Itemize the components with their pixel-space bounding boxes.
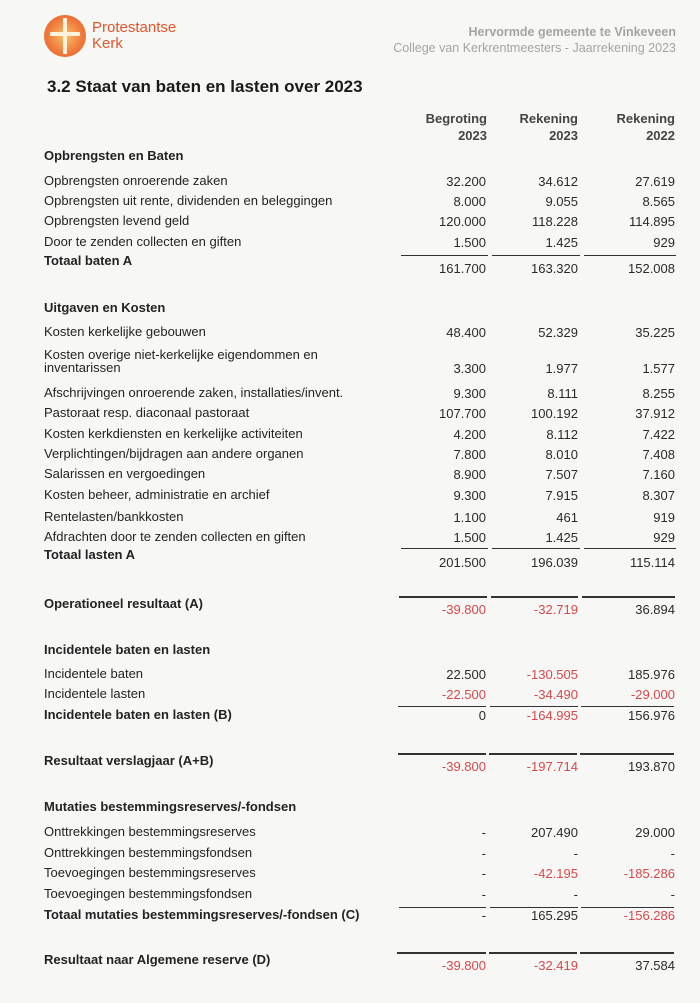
table-row [0,664,700,684]
row-label: Mutaties bestemmingsreserves/-fondsen [44,799,297,814]
cell-value: - [670,846,675,861]
cell-value: -197.714 [526,759,578,774]
cell-value: -39.800 [441,759,486,774]
rule-resultaat-2 [489,753,577,755]
cell-value: 3.300 [453,361,486,376]
table-row [0,424,700,444]
cell-value: 22.500 [446,667,486,682]
cell-value: -32.419 [533,958,578,973]
cell-value: 1.577 [642,361,675,376]
cell-value: -42.195 [533,866,578,881]
column-header-line1: Rekening [616,111,675,126]
document-header [393,24,676,56]
table-row [0,191,700,211]
column-header-line2: 2023 [549,128,578,143]
rule-incidenteel-3 [581,706,674,707]
cell-value: 9.055 [545,194,578,209]
row-label: Incidentele baten [44,666,144,681]
page-title: 3.2 Staat van baten en lasten over 2023 [47,77,363,96]
row-label: Pastoraat resp. diaconaal pastoraat [44,405,250,420]
cell-value: 8.000 [453,194,486,209]
row-label: Opbrengsten levend geld [44,213,190,228]
cell-value: 36.894 [635,602,675,617]
cell-value: 7.422 [642,427,675,442]
logo-text [92,20,176,52]
row-label: Incidentele lasten [44,686,146,701]
cell-value: 8.010 [545,447,578,462]
rule-algemene-reserve-2 [489,952,577,954]
cell-value: 1.425 [545,235,578,250]
rule-resultaat-3 [580,753,674,755]
cell-value: 34.612 [538,174,578,189]
column-header-rekening-2023 [488,110,578,144]
header-subtitle: College van Kerkrentmeesters - Jaarrekening 2023 [393,41,676,55]
column-header-line1: Begroting [425,111,487,126]
cell-value: -130.505 [526,667,578,682]
cell-value: 8.112 [546,427,578,442]
cell-value: -164.995 [526,708,578,723]
table-row [0,863,700,883]
row-label: Kosten overige niet-kerkelijke eigendommen en [44,347,318,362]
row-label: Onttrekkingen bestemmingsreserves [44,824,256,839]
cell-value: 35.225 [635,325,675,340]
cell-value: - [481,846,486,861]
table-row [0,322,700,342]
cell-value: 4.200 [453,427,486,442]
cell-value: - [481,825,486,840]
rule-incidenteel-1 [398,706,486,707]
cell-value: 193.870 [628,759,675,774]
cell-value: 929 [653,235,675,250]
row-label: Uitgaven en Kosten [44,300,166,315]
cell-value: 9.300 [453,488,486,503]
row-label: Door te zenden collecten en giften [44,234,242,249]
column-header-line1: Rekening [519,111,578,126]
logo-line-2: Kerk [92,35,123,52]
rule-operationeel-2 [491,596,578,598]
table-row [0,822,700,842]
rule-resultaat-1 [398,753,486,755]
row-label: Toevoegingen bestemmingsfondsen [44,886,253,901]
table-row [0,843,700,863]
logo-line-1: Protestantse [92,19,177,36]
row-label: Incidentele baten en lasten [44,642,211,657]
cell-value: 107.700 [439,406,486,421]
cell-value: 201.500 [439,555,486,570]
cell-value: 919 [653,510,675,525]
rule-totaal-lasten-2 [492,548,580,549]
cell-value: 185.976 [628,667,675,682]
cell-value: -34.490 [533,687,578,702]
row-label: Afdrachten door te zenden collecten en giften [44,529,306,544]
rule-totaal-baten-1 [401,255,488,256]
row-label: Opbrengsten uit rente, dividenden en beleggingen [44,193,333,208]
table-row [0,444,700,464]
cell-value: 196.039 [531,555,578,570]
column-header-line2: 2022 [646,128,675,143]
cell-value: -156.286 [623,908,675,923]
rule-totaal-baten-2 [492,255,580,256]
row-label: Kosten beheer, administratie en archief [44,487,270,502]
cell-value: 120.000 [439,214,486,229]
row-label: Kosten kerkdiensten en kerkelijke activiteiten [44,426,303,441]
row-label: Rentelasten/bankkosten [44,509,184,524]
cell-value: - [670,887,675,902]
table-row [0,211,700,231]
cell-value: 48.400 [446,325,486,340]
cell-value: 8.307 [642,488,675,503]
table-row [0,171,700,191]
protestantse-kerk-logo [44,15,176,57]
cell-value: -39.800 [441,602,486,617]
row-label: Totaal lasten A [44,547,136,562]
cell-value: 52.329 [538,325,578,340]
table-row [0,905,700,925]
table-row [0,232,700,252]
cell-value: 163.320 [531,261,578,276]
cell-value: 7.507 [545,467,578,482]
rule-mutaties-2 [490,907,578,908]
cell-value: - [481,866,486,881]
cell-value: 9.300 [453,386,486,401]
rule-operationeel-1 [399,596,487,598]
cell-value: - [573,887,578,902]
cell-value: 161.700 [439,261,486,276]
cell-value: -32.719 [533,602,578,617]
cell-value: 7.160 [642,467,675,482]
rule-totaal-lasten-3 [584,548,676,549]
table-row [0,298,700,318]
cell-value: 1.425 [545,530,578,545]
rule-operationeel-3 [582,596,675,598]
table-row [0,251,700,276]
row-label: Verplichtingen/bijdragen aan andere organen [44,446,304,461]
column-header-line2: 2023 [458,128,487,143]
table-row [0,507,700,527]
table-row [0,485,700,505]
table-row [0,640,700,660]
cell-value: 29.000 [635,825,675,840]
cell-value: 114.895 [628,214,675,229]
cell-value: 32.200 [446,174,486,189]
table-row [0,684,700,704]
row-label: Opbrengsten onroerende zaken [44,173,228,188]
row-label: Onttrekkingen bestemmingsfondsen [44,845,253,860]
cell-value: 8.255 [642,386,675,401]
row-label: Incidentele baten en lasten (B) [44,707,232,722]
cell-value: 115.114 [629,555,675,570]
row-label: Afschrijvingen onroerende zaken, installaties/invent. [44,385,344,400]
row-label: Resultaat naar Algemene reserve (D) [44,952,271,967]
table-row [0,705,700,725]
cell-value: 27.619 [635,174,675,189]
row-label: Opbrengsten en Baten [44,148,184,163]
cell-value: 37.912 [635,406,675,421]
cell-value: -185.286 [623,866,675,881]
cell-value: 207.490 [531,825,578,840]
cell-value: 461 [556,510,578,525]
cell-value: 1.977 [545,361,578,376]
table-row [0,403,700,423]
row-label: Totaal baten A [44,253,133,268]
cell-value: 8.565 [642,194,675,209]
cell-value: 0 [478,708,486,723]
rule-algemene-reserve-1 [397,952,486,954]
cell-value: - [481,908,486,923]
cell-value: 152.008 [628,261,675,276]
cell-value: 165.295 [531,908,578,923]
rule-totaal-lasten-1 [401,548,488,549]
cell-value: 100.192 [531,406,578,421]
cell-value: 118.228 [531,214,578,229]
row-label: Kosten kerkelijke gebouwen [44,324,206,339]
table-row [0,383,700,403]
table-row [0,797,700,817]
row-label: inventarissen [44,360,121,375]
cell-value: 8.900 [453,467,486,482]
cell-value: -29.000 [630,687,675,702]
cell-value: -39.800 [441,958,486,973]
table-row [0,146,700,166]
cell-value: 1.100 [453,510,486,525]
cell-value: 8.111 [547,386,578,401]
row-label: Operationeel resultaat (A) [44,596,203,611]
table-row [0,464,700,484]
cell-value: 7.408 [642,447,675,462]
rule-algemene-reserve-3 [580,952,674,954]
cell-value: 1.500 [453,235,486,250]
rule-mutaties-1 [399,907,486,908]
row-label: Toevoegingen bestemmingsreserves [44,865,256,880]
column-header-begroting-2023 [397,110,487,144]
cell-value: 156.976 [628,708,675,723]
cell-value: 37.584 [635,958,675,973]
table-row [0,527,700,547]
cell-value: 929 [653,530,675,545]
rule-totaal-baten-3 [584,255,676,256]
cell-value: 7.800 [453,447,486,462]
rule-mutaties-3 [581,907,674,908]
cell-value: - [573,846,578,861]
table-row [0,358,700,378]
rule-incidenteel-2 [490,706,578,707]
row-label: Salarissen en vergoedingen [44,466,206,481]
cell-value: - [481,887,486,902]
cell-value: 7.915 [545,488,578,503]
table-row [0,884,700,904]
cell-value: 1.500 [453,530,486,545]
column-header-rekening-2022 [585,110,675,144]
cell-value: -22.500 [441,687,486,702]
row-label: Resultaat verslagjaar (A+B) [44,753,214,768]
cross-logo-icon [44,15,86,57]
header-organisation: Hervormde gemeente te Vinkeveen [468,25,676,39]
row-label: Totaal mutaties bestemmingsreserves/-fondsen (C) [44,907,360,922]
